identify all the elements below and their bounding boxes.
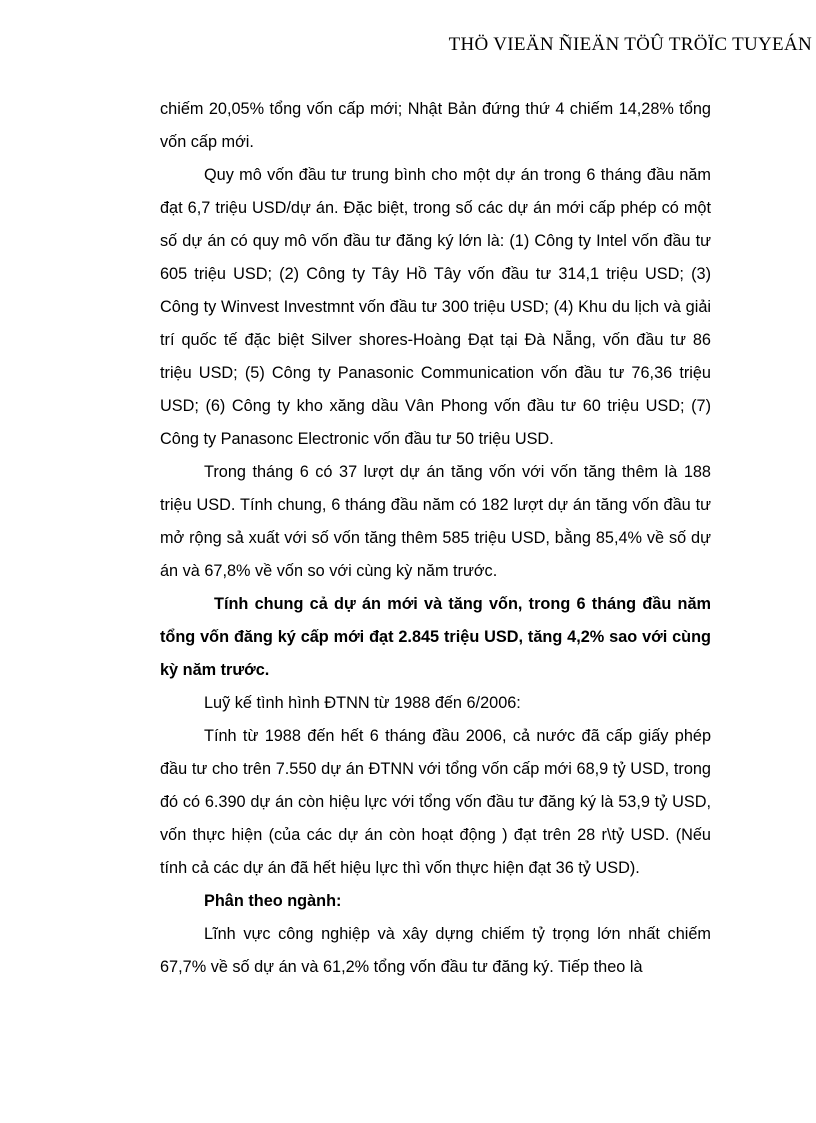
paragraph-industry-sector: Lĩnh vực công nghiệp và xây dựng chiếm tỷ trọng lớn nhất chiếm 67,7% về số dự án và 61,2% tổng vốn đầu tư đăng ký. Tiếp theo là — [160, 925, 711, 976]
document-body — [160, 93, 711, 984]
paragraph-continuation: chiếm 20,05% tổng vốn cấp mới; Nhật Bản đứng thứ 4 chiếm 14,28% tổng vốn cấp mới. — [160, 100, 711, 151]
section-heading-by-sector: Phân theo ngành: — [204, 892, 342, 910]
paragraph-capital-increase: Trong tháng 6 có 37 lượt dự án tăng vốn với vốn tăng thêm là 188 triệu USD. Tính chung, 6 tháng đầu năm có 182 lượt dự án tăng vốn đầu tư mở rộng sả xuất với số vốn tăng thêm 585 triệu USD, bằng 85,4% về số dự án và 67,8% về vốn so với cùng kỳ năm trước. — [160, 463, 711, 580]
paragraph-average-investment: Quy mô vốn đầu tư trung bình cho một dự án trong 6 tháng đầu năm đạt 6,7 triệu USD/dự án. Đặc biệt, trong số các dự án mới cấp phép có một số dự án có quy mô vốn đầu tư đăng ký lớn là: (1) Công ty Intel vốn đầu tư 605 triệu USD; (2) Công ty Tây Hồ Tây vốn đầu tư 314,1 triệu USD; (3) Công ty Winvest Investmnt vốn đầu tư 300 triệu USD; (4) Khu du lịch và giải trí quốc tế đặc biệt Silver shores-Hoàng Đạt tại Đà Nẵng, vốn đầu tư 86 triệu USD; (5) Công ty Panasonic Communication vốn đầu tư 76,36 triệu USD; (6) Công ty kho xăng dầu Vân Phong vốn đầu tư 60 triệu USD; (7) Công ty Panasonc Electronic vốn đầu tư 50 triệu USD. — [160, 166, 711, 448]
paragraph-total-summary: Tính chung cả dự án mới và tăng vốn, trong 6 tháng đầu năm tổng vốn đăng ký cấp mới đạt 2.845 triệu USD, tăng 4,2% sao với cùng kỳ năm trước. — [160, 595, 711, 679]
paragraph-cumulative-heading: Luỹ kế tình hình ĐTNN từ 1988 đến 6/2006: — [204, 694, 521, 712]
paragraph-cumulative-detail: Tính từ 1988 đến hết 6 tháng đầu 2006, cả nước đã cấp giấy phép đầu tư cho trên 7.550 dự án ĐTNN với tổng vốn cấp mới 68,9 tỷ USD, trong đó có 6.390 dự án còn hiệu lực với tổng vốn đầu tư đăng ký là 53,9 tỷ USD, vốn thực hiện (của các dự án còn hoạt động ) đạt trên 28 r\tỷ USD. (Nếu tính cả các dự án đã hết hiệu lực thì vốn thực hiện đạt 36 tỷ USD). — [160, 727, 711, 877]
page-header-title: THÖ VIEÄN ÑIEÄN TÖÛ TRÖÏC TUYEÁN — [448, 34, 812, 55]
